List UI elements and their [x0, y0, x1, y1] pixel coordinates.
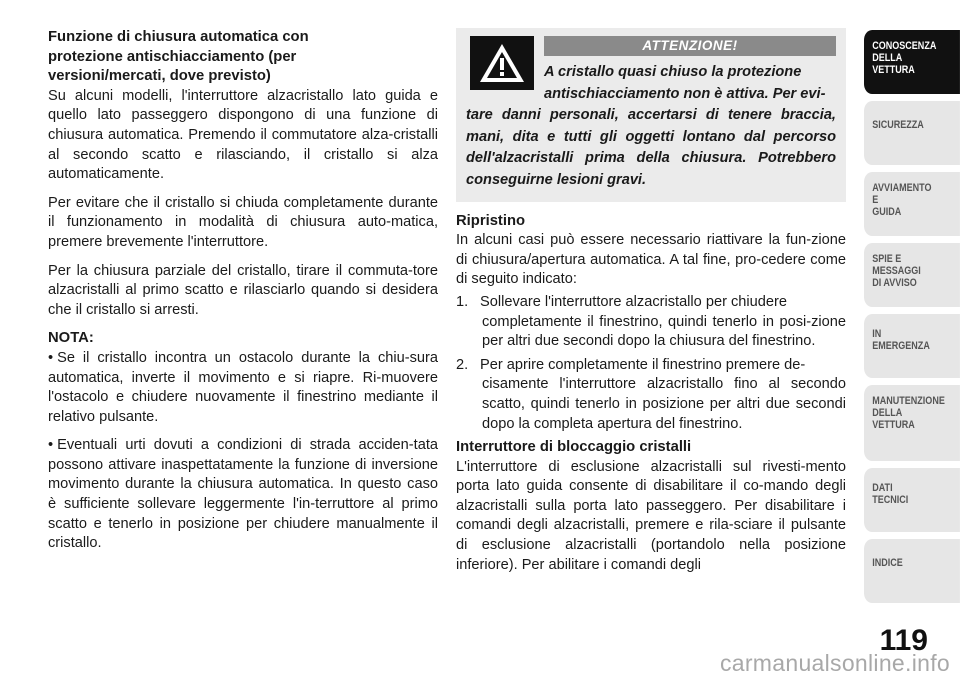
section-heading: Interruttore di bloccaggio cristalli [456, 439, 692, 456]
paragraph: Per evitare che il cristallo si chiuda completamente durante il funzionamento in modalità di chiusura auto-matica, premere brevemente l'interruttore. [48, 194, 438, 250]
list-number: 2. [456, 356, 469, 373]
bullet-text: Eventuali urti dovuti a condizioni di strada acciden-tata possono attivare inaspettatamente la funzione di inversione movimento durante la chiusura automatica. In questo caso è sufficiente sollevare leggermente l'in-terruttore al primo scatto e tenerlo in posizione per chiudere manualmente il cristallo. [48, 437, 438, 552]
right-column [456, 28, 846, 584]
list-text-rest: cisamente l'interruttore alzacristallo fino al secondo scatto, quindi tenerlo in posizione per altri due secondi dopo la completa apertura del finestrino. [482, 376, 846, 432]
tab-sicurezza[interactable] [864, 101, 960, 165]
tab-indice[interactable] [864, 539, 960, 603]
left-column [48, 28, 438, 563]
bullet-item [48, 349, 438, 427]
tab-label: E [872, 194, 879, 206]
tab-in-emergenza[interactable] [864, 314, 960, 378]
bullet-text: Se il cristallo incontra un ostacolo durante la chiu-sura automatica, inverte il movimento e si riapre. Ri-muovere l'ostacolo e chiudere nuovamente il finestrino mediante il relativo pulsante. [48, 349, 438, 425]
list-text [480, 356, 846, 434]
tab-label: DELLA [872, 407, 903, 419]
tab-label: DELLA [872, 52, 903, 64]
warning-box [456, 28, 846, 202]
tab-label: AVVIAMENTO [872, 182, 932, 194]
tab-label: CONOSCENZA [872, 40, 937, 52]
section-heading [48, 28, 438, 87]
tab-label: MESSAGGI [872, 265, 921, 277]
tab-spie-e-messaggi[interactable] [864, 243, 960, 307]
warning-line: antischiacciamento non è attiva. Per evi- [544, 85, 826, 102]
bullet-item [48, 436, 438, 554]
bullet-mark: • [48, 437, 54, 454]
heading-line: Funzione di chiusura automatica con [48, 29, 309, 45]
paragraph: Su alcuni modelli, l'interruttore alzacristallo lato guida e quello lato passeggero dispongono di una funzione di chiusura automatica. Premendo il commutatore alza-cristalli al secondo scatto e rilasciando, il cristallo si alza automaticamente. [48, 87, 438, 183]
tab-label: VETTURA [872, 64, 915, 76]
tab-label: DATI [872, 482, 893, 494]
tab-label: IN [872, 328, 882, 340]
tab-dati-tecnici[interactable] [864, 468, 960, 532]
tab-label: INDICE [872, 557, 903, 569]
tab-label: GUIDA [872, 206, 902, 218]
page-number: 119 [879, 624, 928, 657]
list-text-rest: completamente il finestrino, quindi tenerlo in posi-zione per altri due secondi dopo la chiusura del finestrino. [482, 313, 846, 350]
numbered-list [456, 293, 846, 434]
paragraph: Per la chiusura parziale del cristallo, tirare il commuta-tore alzacristalli al primo scatto e rilasciarlo quando si desidera che il cristallo si arresti. [48, 262, 438, 318]
list-item [456, 356, 846, 434]
tab-label: MANUTENZIONE [872, 395, 945, 407]
list-text-first: Sollevare l'interruttore alzacristallo per chiudere [480, 293, 787, 310]
list-item [456, 293, 846, 352]
paragraph: In alcuni casi può essere necessario riattivare la fun-zione di chiusura/apertura automatica. A tal fine, pro-cedere come di seguito indicato: [456, 232, 846, 288]
chapter-tabs [864, 30, 960, 610]
tab-label: DI AVVISO [872, 277, 917, 289]
bullet-mark: • [48, 349, 54, 366]
list-text-first: Per aprire completamente il finestrino premere de- [480, 356, 806, 373]
section-heading: Ripristino [456, 212, 526, 229]
warning-triangle-icon [470, 36, 534, 90]
warning-line: A cristallo quasi chiuso la protezione [544, 64, 802, 80]
tab-label: SPIE E [872, 253, 902, 265]
warning-title: ATTENZIONE! [544, 36, 836, 56]
heading-line: versioni/mercati, dove previsto) [48, 68, 271, 85]
list-number: 1. [456, 293, 469, 310]
heading-line: protezione antischiacciamento (per [48, 48, 297, 65]
note-label: NOTA: [48, 330, 94, 347]
list-text [480, 293, 846, 352]
paragraph: L'interruttore di esclusione alzacristalli sul rivesti-mento porta lato guida consente di disabilitare il co-mando degli alzacristalli sulla porta lato passeggero. Per disabilitare i comandi degli alzacristalli, premere e rila-sciare il pulsante di esclusione alzacristalli (portandolo nella posizione inferiore). Per abilitare i comandi degli [456, 458, 846, 573]
tab-label: EMERGENZA [872, 340, 930, 352]
tab-label: TECNICI [872, 494, 909, 506]
tab-conoscenza-della-vettura[interactable] [864, 30, 960, 94]
tab-avviamento-e-guida[interactable] [864, 172, 960, 236]
warning-line: tare danni personali, accertarsi di tenere braccia, mani, dita e tutti gli oggetti lontano dal percorso dell'alzacristalli prima della chiusura. Potrebbero conseguirne lesioni gravi. [466, 107, 836, 188]
watermark: carmanualsonline.info [719, 650, 950, 676]
tab-manutenzione-della-vettura[interactable] [864, 385, 960, 461]
tab-label: SICUREZZA [872, 119, 924, 131]
tab-label: VETTURA [872, 419, 915, 431]
